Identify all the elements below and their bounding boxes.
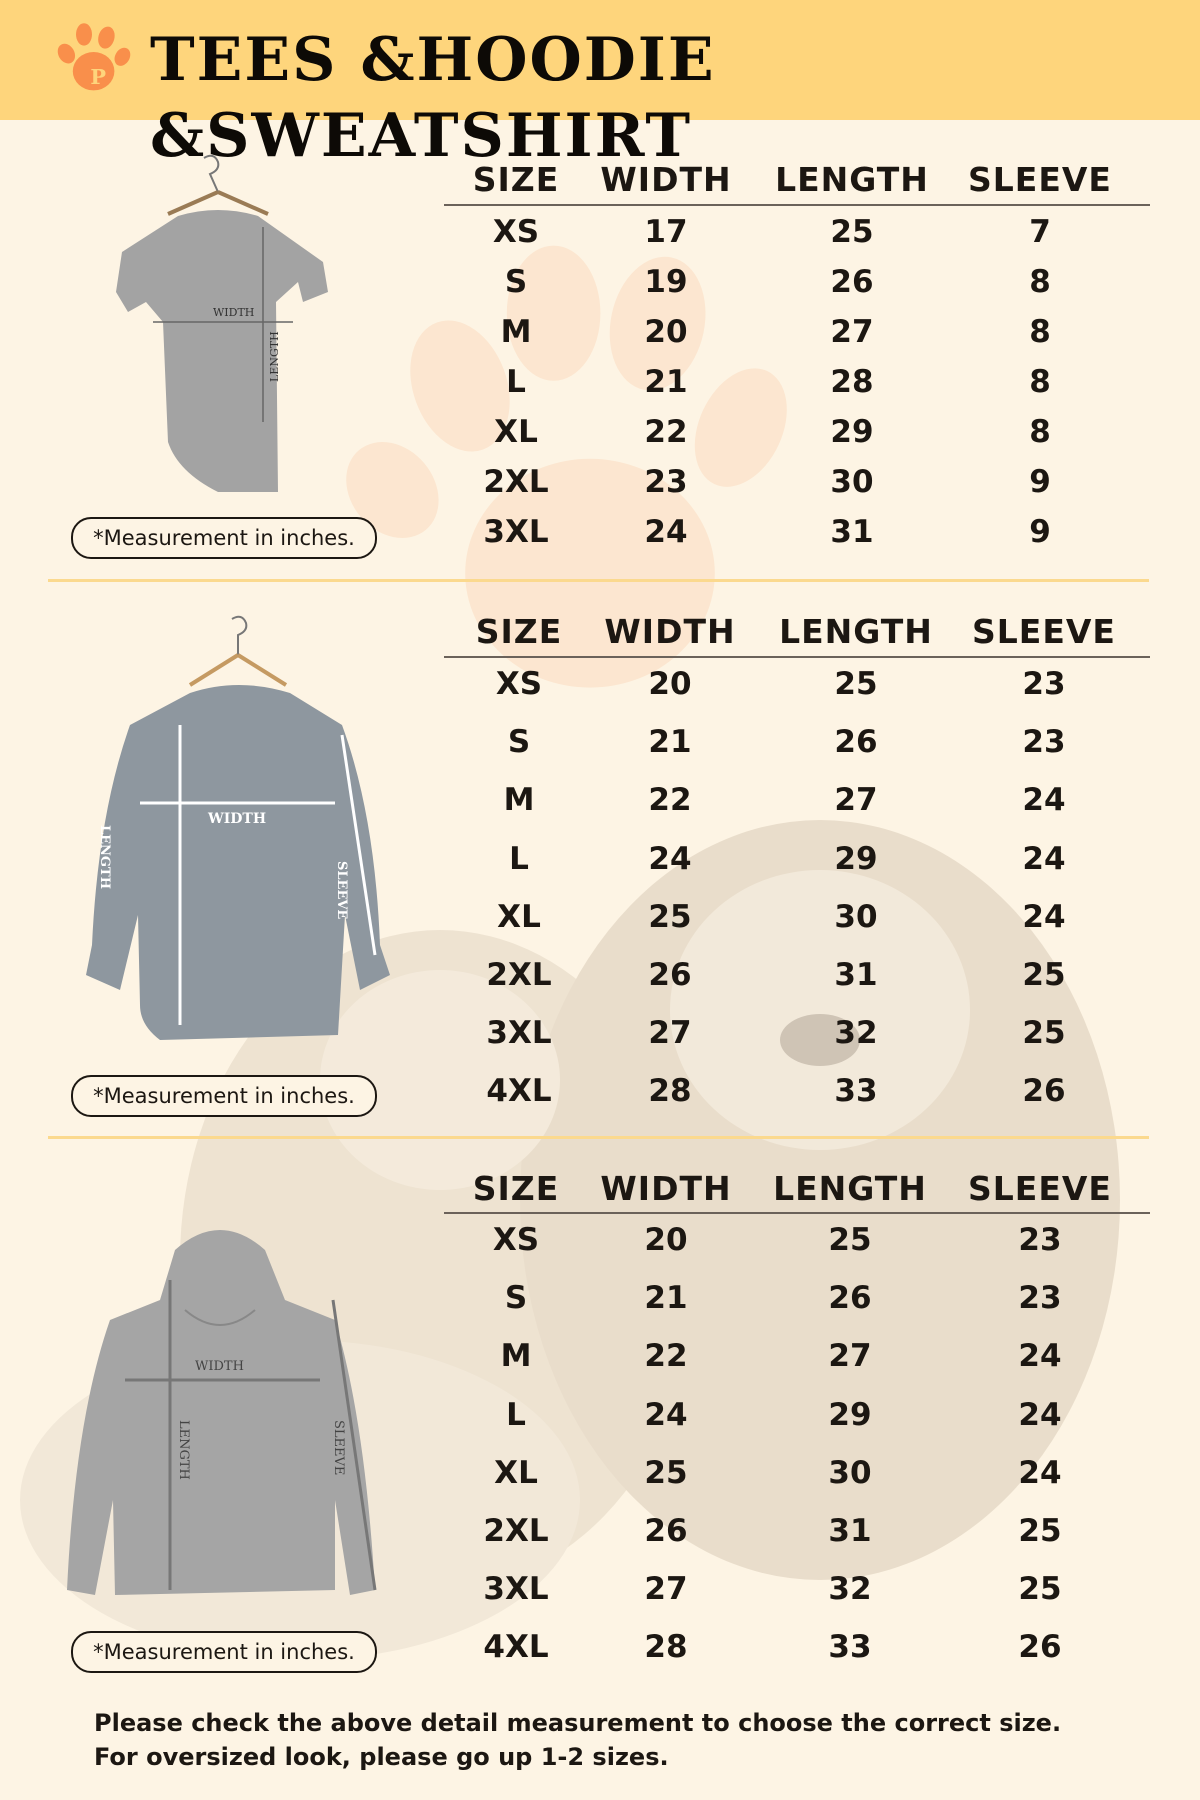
cell-sleeve: 25 bbox=[1018, 1513, 1062, 1549]
column-header-sleeve: SLEEVE bbox=[968, 160, 1112, 199]
length-label: LENGTH bbox=[176, 1420, 191, 1480]
cell-length: 27 bbox=[834, 782, 878, 819]
cell-length: 30 bbox=[830, 464, 874, 500]
cell-sleeve: 8 bbox=[1029, 414, 1051, 450]
footer-line-2: For oversized look, please go up 1-2 sizes. bbox=[94, 1743, 669, 1771]
width-label: WIDTH bbox=[208, 811, 267, 827]
cell-width: 21 bbox=[648, 724, 692, 761]
cell-length: 31 bbox=[828, 1513, 872, 1549]
cell-length: 25 bbox=[828, 1222, 872, 1258]
sweatshirt-image bbox=[80, 615, 395, 1050]
column-header-width: WIDTH bbox=[600, 160, 732, 199]
cell-length: 25 bbox=[830, 214, 874, 250]
column-header-length: LENGTH bbox=[773, 1169, 927, 1208]
cell-sleeve: 9 bbox=[1029, 464, 1051, 500]
cell-length: 29 bbox=[830, 414, 874, 450]
cell-length: 25 bbox=[834, 666, 878, 702]
length-label: LENGTH bbox=[97, 825, 112, 889]
header-underline bbox=[444, 1212, 1150, 1214]
cell-size: M bbox=[500, 314, 532, 350]
cell-width: 28 bbox=[644, 1629, 688, 1666]
cell-sleeve: 25 bbox=[1022, 957, 1066, 993]
cell-length: 26 bbox=[830, 264, 874, 300]
cell-size: 4XL bbox=[486, 1073, 552, 1110]
sleeve-label: SLEEVE bbox=[334, 861, 349, 920]
cell-sleeve: 24 bbox=[1018, 1338, 1062, 1375]
cell-width: 27 bbox=[648, 1015, 692, 1052]
cell-sleeve: 8 bbox=[1029, 264, 1051, 300]
cell-width: 21 bbox=[644, 1280, 688, 1317]
header-banner bbox=[0, 0, 1200, 171]
width-label: WIDTH bbox=[213, 306, 255, 319]
cell-width: 20 bbox=[644, 1222, 688, 1258]
width-label: WIDTH bbox=[195, 1359, 244, 1374]
column-header-size: SIZE bbox=[472, 1169, 560, 1208]
column-header-length: LENGTH bbox=[779, 612, 933, 651]
cell-size: 3XL bbox=[483, 514, 549, 550]
cell-size: 3XL bbox=[483, 1571, 549, 1608]
paw-logo-icon bbox=[52, 20, 132, 100]
cell-width: 22 bbox=[644, 414, 688, 450]
hoodie-image bbox=[55, 1220, 385, 1605]
cell-length: 33 bbox=[828, 1629, 872, 1666]
cell-sleeve: 8 bbox=[1029, 364, 1051, 400]
cell-sleeve: 25 bbox=[1022, 1015, 1066, 1052]
cell-sleeve: 25 bbox=[1018, 1571, 1062, 1608]
cell-width: 24 bbox=[644, 1396, 688, 1433]
cell-length: 32 bbox=[834, 1015, 878, 1052]
cell-sleeve: 23 bbox=[1018, 1222, 1062, 1258]
cell-width: 19 bbox=[644, 264, 688, 300]
footer-note bbox=[94, 1706, 1061, 1774]
cell-sleeve: 8 bbox=[1029, 314, 1051, 350]
cell-width: 24 bbox=[648, 840, 692, 877]
sleeve-label: SLEEVE bbox=[331, 1420, 346, 1476]
cell-length: 27 bbox=[828, 1338, 872, 1375]
cell-length: 31 bbox=[830, 514, 874, 550]
cell-width: 22 bbox=[644, 1338, 688, 1375]
cell-sleeve: 23 bbox=[1022, 724, 1066, 761]
cell-size: S bbox=[507, 724, 531, 761]
cell-size: M bbox=[500, 1338, 532, 1375]
cell-width: 22 bbox=[648, 782, 692, 819]
cell-size: M bbox=[503, 782, 535, 819]
cell-sleeve: 24 bbox=[1018, 1396, 1062, 1433]
cell-size: S bbox=[504, 1280, 528, 1317]
cell-size: L bbox=[506, 1396, 526, 1433]
cell-length: 27 bbox=[830, 314, 874, 350]
cell-length: 33 bbox=[834, 1073, 878, 1110]
cell-size: XL bbox=[497, 898, 541, 935]
paw-watermark-icon bbox=[330, 230, 850, 750]
section-divider bbox=[48, 1136, 1149, 1139]
cell-width: 24 bbox=[644, 514, 688, 550]
cell-length: 32 bbox=[828, 1571, 872, 1608]
cell-sleeve: 24 bbox=[1022, 898, 1066, 935]
cell-sleeve: 24 bbox=[1018, 1454, 1062, 1491]
column-header-length: LENGTH bbox=[775, 160, 929, 199]
cell-size: L bbox=[506, 364, 526, 400]
cell-sleeve: 26 bbox=[1022, 1073, 1066, 1110]
measurement-note: *Measurement in inches. bbox=[71, 1075, 377, 1117]
column-header-width: WIDTH bbox=[604, 612, 736, 651]
column-header-size: SIZE bbox=[472, 160, 560, 199]
cell-size: 4XL bbox=[483, 1629, 549, 1666]
column-header-sleeve: SLEEVE bbox=[972, 612, 1116, 651]
cell-length: 26 bbox=[828, 1280, 872, 1317]
cell-size: 2XL bbox=[483, 1513, 549, 1549]
cell-length: 29 bbox=[828, 1396, 872, 1433]
cell-length: 31 bbox=[834, 957, 878, 993]
cell-size: XL bbox=[494, 414, 538, 450]
cell-length: 26 bbox=[834, 724, 878, 761]
cell-sleeve: 23 bbox=[1018, 1280, 1062, 1317]
cell-width: 21 bbox=[644, 364, 688, 400]
cell-width: 26 bbox=[648, 957, 692, 993]
column-header-sleeve: SLEEVE bbox=[968, 1169, 1112, 1208]
cell-sleeve: 24 bbox=[1022, 782, 1066, 819]
cell-length: 30 bbox=[828, 1454, 872, 1491]
cell-sleeve: 9 bbox=[1029, 514, 1051, 550]
tshirt-image bbox=[108, 152, 338, 497]
page-title: TEES &HOODIE &SWEATSHIRT bbox=[150, 25, 716, 171]
cell-sleeve: 24 bbox=[1022, 840, 1066, 877]
cell-sleeve: 26 bbox=[1018, 1629, 1062, 1666]
section-divider bbox=[48, 579, 1149, 582]
cell-width: 20 bbox=[648, 666, 692, 702]
measurement-note: *Measurement in inches. bbox=[71, 1631, 377, 1673]
cell-size: XL bbox=[494, 1454, 538, 1491]
cell-length: 30 bbox=[834, 898, 878, 935]
cell-width: 17 bbox=[644, 214, 688, 250]
cell-width: 25 bbox=[644, 1454, 688, 1491]
cell-width: 20 bbox=[644, 314, 688, 350]
cell-size: 3XL bbox=[486, 1015, 552, 1052]
cell-size: 2XL bbox=[486, 957, 552, 993]
logo-letter: P bbox=[90, 64, 107, 89]
header-underline bbox=[444, 204, 1150, 206]
cell-sleeve: 7 bbox=[1029, 214, 1051, 250]
cell-size: XS bbox=[492, 214, 540, 250]
cell-length: 28 bbox=[830, 364, 874, 400]
cell-width: 26 bbox=[644, 1513, 688, 1549]
length-label: LENGTH bbox=[268, 331, 281, 382]
footer-line-1: Please check the above detail measurement to choose the correct size. bbox=[94, 1709, 1062, 1737]
cell-size: 2XL bbox=[483, 464, 549, 500]
cell-width: 28 bbox=[648, 1073, 692, 1110]
cell-length: 29 bbox=[834, 840, 878, 877]
cell-width: 25 bbox=[648, 898, 692, 935]
cell-size: XS bbox=[492, 1222, 540, 1258]
column-header-width: WIDTH bbox=[600, 1169, 732, 1208]
header-underline bbox=[444, 656, 1150, 658]
cell-size: S bbox=[504, 264, 528, 300]
cell-size: XS bbox=[495, 666, 543, 702]
cell-sleeve: 23 bbox=[1022, 666, 1066, 702]
cell-width: 23 bbox=[644, 464, 688, 500]
column-header-size: SIZE bbox=[475, 612, 563, 651]
cell-width: 27 bbox=[644, 1571, 688, 1608]
measurement-note: *Measurement in inches. bbox=[71, 517, 377, 559]
cell-size: L bbox=[509, 840, 529, 877]
